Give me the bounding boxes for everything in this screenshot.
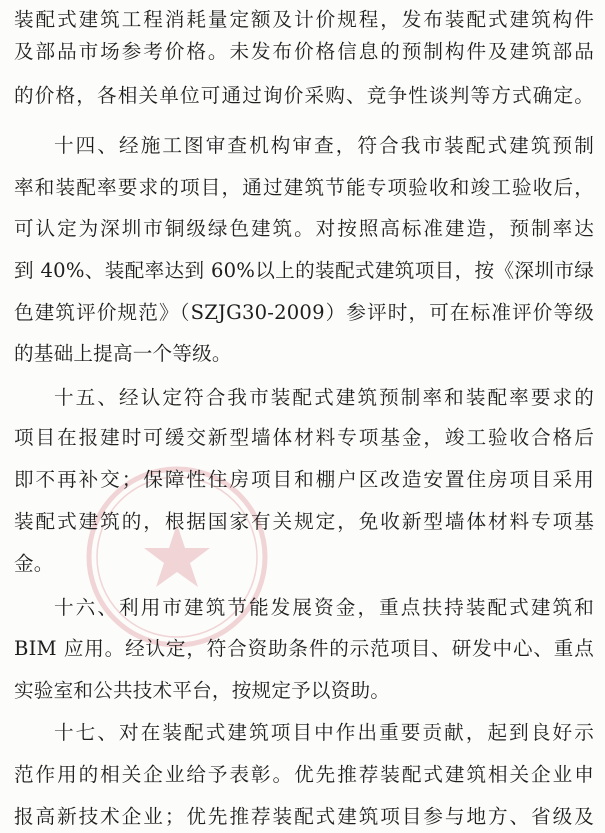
paragraph-14-line-5: 色建筑评价规范》（SZJG30-2009）参评时，可在标准评价等级: [14, 301, 594, 324]
paragraph-14-line-4: 到 40%、装配率达到 60%以上的装配式建筑项目，按《深圳市绿: [14, 259, 594, 282]
paragraph-14-line-3: 可认定为深圳市铜级绿色建筑。对按照高标准建造，预制率达: [14, 217, 594, 240]
paragraph-16-line-1: 十六、利用市建筑节能发展资金，重点扶持装配式建筑和: [54, 596, 594, 619]
paragraph-17-line-2: 范作用的相关企业给予表彰。优先推荐装配式建筑相关企业申: [14, 763, 594, 786]
paragraph-15-line-2: 项目在报建时可缓交新型墙体材料专项基金，竣工验收合格后: [14, 426, 594, 449]
paragraph-14-line-1: 十四、经施工图审查机构审查，符合我市装配式建筑预制: [54, 134, 594, 157]
text-line-2: 及部品市场参考价格。未发布价格信息的预制构件及建筑部品: [14, 40, 594, 63]
paragraph-15-line-5: 金。: [14, 552, 54, 575]
text-line-1: 装配式建筑工程消耗量定额及计价规程，发布装配式建筑构件: [14, 8, 594, 31]
paragraph-16-line-2: BIM 应用。经认定，符合资助条件的示范项目、研发中心、重点: [14, 637, 594, 660]
paragraph-15-line-3: 即不再补交；保障性住房项目和棚户区改造安置住房项目采用: [14, 468, 594, 491]
paragraph-14-line-6: 的基础上提高一个等级。: [14, 342, 232, 365]
paragraph-15-line-1: 十五、经认定符合我市装配式建筑预制率和装配率要求的: [54, 386, 594, 409]
paragraph-17-line-3: 报高新技术企业；优先推荐装配式建筑项目参与地方、省级及: [14, 805, 594, 828]
paragraph-17-line-1: 十七、对在装配式建筑项目中作出重要贡献，起到良好示: [54, 721, 594, 744]
paragraph-16-line-3: 实验室和公共技术平台，按规定予以资助。: [14, 679, 391, 702]
paragraph-15-line-4: 装配式建筑的，根据国家有关规定，免收新型墙体材料专项基: [14, 510, 594, 533]
paragraph-14-line-2: 率和装配率要求的项目，通过建筑节能专项验收和竣工验收后，: [14, 176, 594, 199]
text-line-3: 的价格，各相关单位可通过询价采购、竞争性谈判等方式确定。: [14, 84, 594, 107]
